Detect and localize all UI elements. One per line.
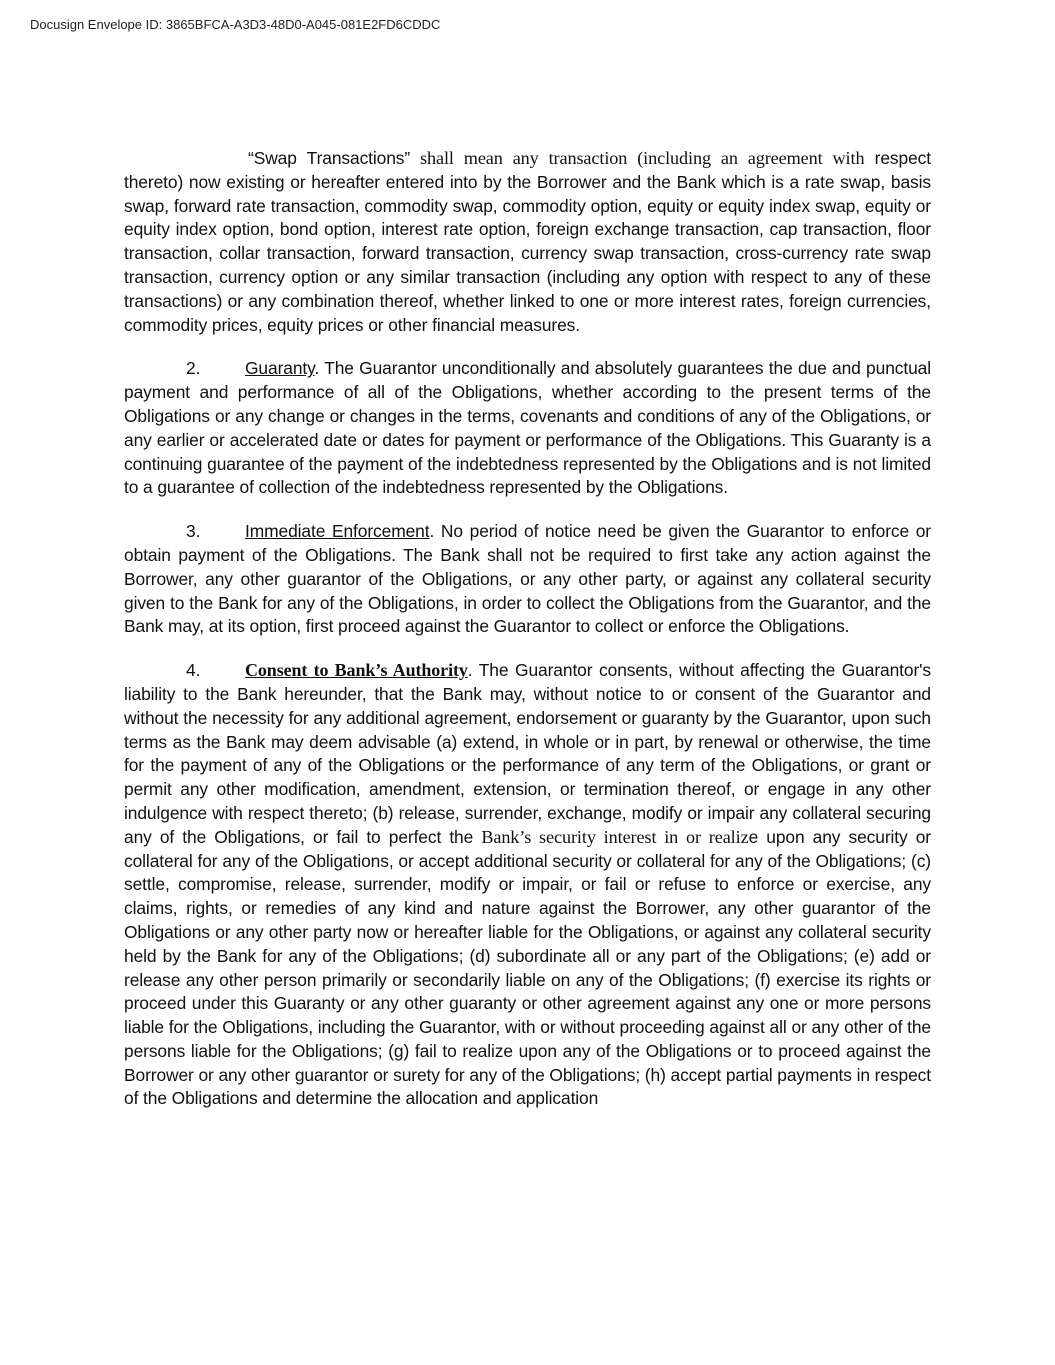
- section-4-body-a: . The Guarantor consents, without affecting the Guarantor's liability to the Bank hereunder, that the Bank may, without notice to or consent of the Guarantor and without the necessity for any additional agreement, endorsement or guaranty by the Guarantor, upon such terms as the Bank may deem advisable (a) extend, in whole or in part, by renewal or otherwise, the time for the payment of any of the Obligations or the performance of any term of the Obligations, or grant or permit any other modification, amendment, extension, or termination thereof, or engage in any other indulgence with respect thereto; (b) release, surrender, exchange, modify or impair any collateral securing any of the Obligations, or fail to perfect the: [124, 660, 931, 847]
- section-3: [124, 520, 931, 639]
- section-3-heading: Immediate Enforcement: [245, 521, 430, 542]
- section-3-body: . No period of notice need be given the Guarantor to enforce or obtain payment of the Obligations. The Bank shall not be required to first take any action against the Borrower, any other guarantor of the Obligations, or any other party, or against any collateral security given to the Bank for any of the Obligations, in order to collect the Obligations from the Guarantor, and the Bank may, at its option, first proceed against the Guarantor to collect or enforce the Obligations.: [124, 521, 931, 637]
- section-2-heading: Guaranty: [245, 358, 315, 379]
- section-2-number: 2.: [186, 358, 201, 379]
- document-body: [124, 147, 931, 1131]
- section-3-number: 3.: [186, 521, 201, 542]
- swap-serif-text: shall mean any transaction (including an agreement with: [410, 148, 865, 168]
- envelope-id: Docusign Envelope ID: 3865BFCA-A3D3-48D0-A045-081E2FD6CDDC: [30, 17, 441, 32]
- section-4-heading: Consent to Bank’s Authority: [245, 660, 468, 681]
- section-2: [124, 357, 931, 500]
- swap-text: respect thereto) now existing or hereafter entered into by the Borrower and the Bank which is a rate swap, basis swap, forward rate transaction, commodity swap, commodity option, equity or equity index swap, equity or equity index option, bond option, interest rate option, foreign exchange transaction, cap transaction, floor transaction, collar transaction, forward transaction, currency swap transaction, cross-currency rate swap transaction, currency option or any similar transaction (including any option with respect to any of these transactions) or any combination thereof, whether linked to one or more interest rates, foreign currencies, commodity prices, equity prices or other financial measures.: [124, 148, 931, 335]
- swap-transactions-definition: [124, 147, 931, 337]
- section-4-body-serif: Bank’s security interest in or realiz: [481, 826, 749, 847]
- section-4: [124, 659, 931, 1111]
- section-4-body-b: e upon any security or collateral for any of the Obligations, or accept additional security or collateral for any of the Obligations; (c) settle, compromise, release, surrender, modify or impair, or fail or refuse to enforce or exercise, any claims, rights, or remedies of any kind and nature against the Borrower, any other guarantor of the Obligations or any other party now or hereafter liable for the Obligations, or against any collateral security held by the Bank for any of the Obligations; (d) subordinate all or any part of the Obligations; (e) add or release any other person primarily or secondarily liable on any of the Obligations; (f) exercise its rights or proceed under this Guaranty or any other guaranty or other agreement against any one or more persons liable for the Obligations, including the Guarantor, with or without proceeding against all or any other of the persons liable for the Obligations; (g) fail to realize upon any of the Obligations or to proceed against the Borrower or any other guarantor or surety for any of the Obligations; (h) accept partial payments in respect of the Obligations and determine the allocation and application: [124, 826, 931, 1109]
- swap-term: “Swap Transactions”: [248, 148, 411, 168]
- section-2-body: . The Guarantor unconditionally and absolutely guarantees the due and punctual payment and performance of all of the Obligations, whether according to the present terms of the Obligations or any change or changes in the terms, covenants and conditions of any of the Obligations, or any earlier or accelerated date or dates for payment or performance of the Obligations. This Guaranty is a continuing guarantee of the payment of the indebtedness represented by the Obligations and is not limited to a guarantee of collection of the indebtedness represented by the Obligations.: [124, 358, 931, 498]
- section-4-number: 4.: [186, 660, 201, 681]
